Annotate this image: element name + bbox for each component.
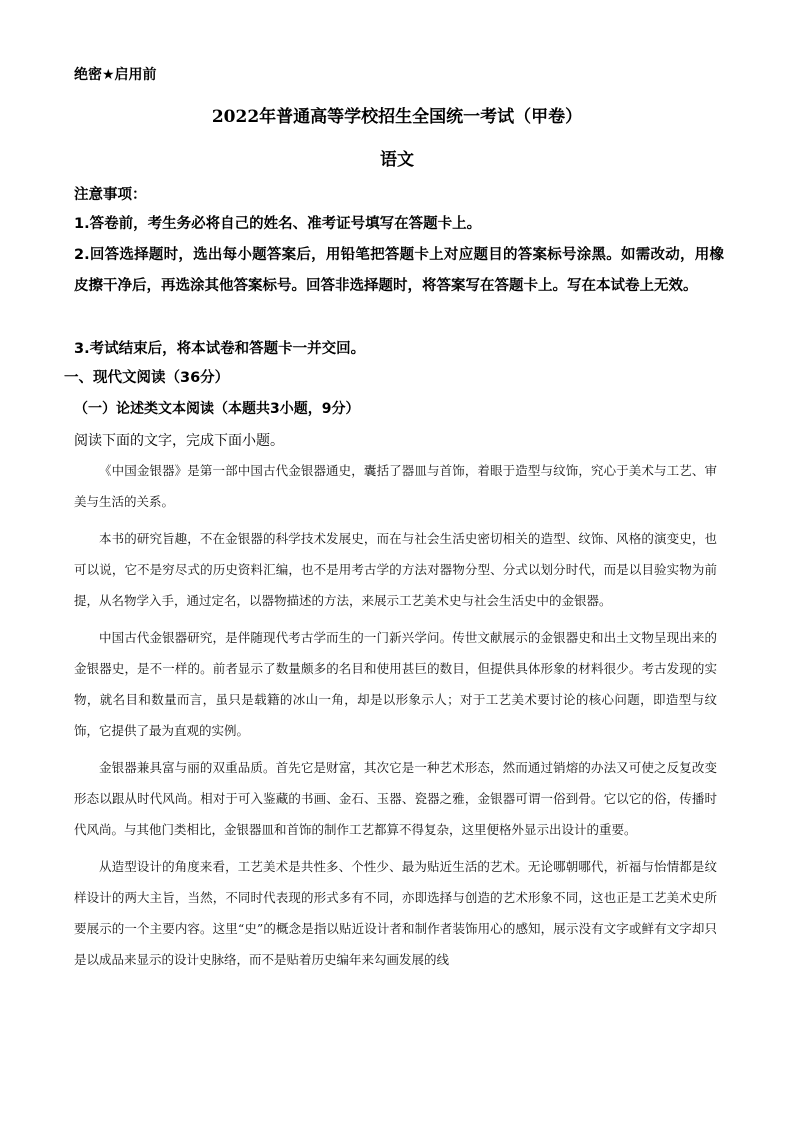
subsection-heading: （一）论述类文本阅读（本题共3小题，9分） [74,401,360,417]
passage-paragraph: 从造型设计的角度来看，工艺美术是共性多、个性少、最为贴近生活的艺术。无论哪朝哪代，祈福与怡情都是纹样设计的两大主旨，当然，不同时代表现的形式多有不同，亦即选择与创造的艺术形象不同，这也正是工艺美术史所要展示的一个主要内容。这里“史”的概念是指以贴近设计者和制作者装饰用心的感知，展示没有文字或鲜有文字却只是以成品来显示的设计史脉络，而不是贴着历史编年来勾画发展的线 [74,859,717,967]
notice-heading: 注意事项： [74,187,147,203]
reading-passage [74,455,717,981]
subject-title: 语文 [380,150,414,170]
notice-item-3: 3.考试结束后，将本试卷和答题卡一并交回。 [74,341,366,357]
notice-item-1: 1.答卷前，考生务必将自己的姓名、准考证号填写在答题卡上。 [74,216,482,232]
exam-title: 2022年普通高等学校招生全国统一考试（甲卷） [211,107,583,127]
confidential-label: 绝密★启用前 [74,67,157,83]
passage-paragraph: 《中国金银器》是第一部中国古代金银器通史，囊括了器皿与首饰，着眼于造型与纹饰，究心于美术与工艺、审美与生活的关系。 [74,463,717,509]
reading-instruction: 阅读下面的文字，完成下面小题。 [74,433,284,449]
passage-paragraph: 金银器兼具富与丽的双重品质。首先它是财富，其次它是一种艺术形态，然而通过销熔的办法又可使之反复改变形态以跟从时代风尚。相对于可入鉴藏的书画、金石、玉器、瓷器之雅，金银器可谓一俗到骨。它以它的俗，传播时代风尚。与其他门类相比，金银器皿和首饰的制作工艺都算不得复杂，这里便格外显示出设计的重要。 [74,760,717,837]
passage-paragraph: 中国古代金银器研究，是伴随现代考古学而生的一门新兴学问。传世文献展示的金银器史和出土文物呈现出来的金银器史，是不一样的。前者显示了数量颇多的名目和使用甚巨的数目，但提供具体形象的材料很少。考古发现的实物，就名目和数量而言，虽只是载籍的冰山一角，却是以形象示人；对于工艺美术要讨论的核心问题，即造型与纹饰，它提供了最为直观的实例。 [74,630,717,738]
passage-paragraph: 本书的研究旨趣，不在金银器的科学技术发展史，而在与社会生活史密切相关的造型、纹饰、风格的演变史，也可以说，它不是穷尽式的历史资料汇编，也不是用考古学的方法对器物分型、分式以划分时代，而是以目验实物为前提，从名物学入手，通过定名，以器物描述的方法，来展示工艺美术史与社会生活史中的金银器。 [74,531,717,608]
notice-item-2: 2.回答选择题时，选出每小题答案后，用铅笔把答题卡上对应题目的答案标号涂黑。如需改动，用橡皮擦干净后，再选涂其他答案标号。回答非选择题时，将答案写在答题卡上。写在本试卷上无效。 [74,247,724,294]
section-heading: 一、现代文阅读（36分） [64,370,230,386]
